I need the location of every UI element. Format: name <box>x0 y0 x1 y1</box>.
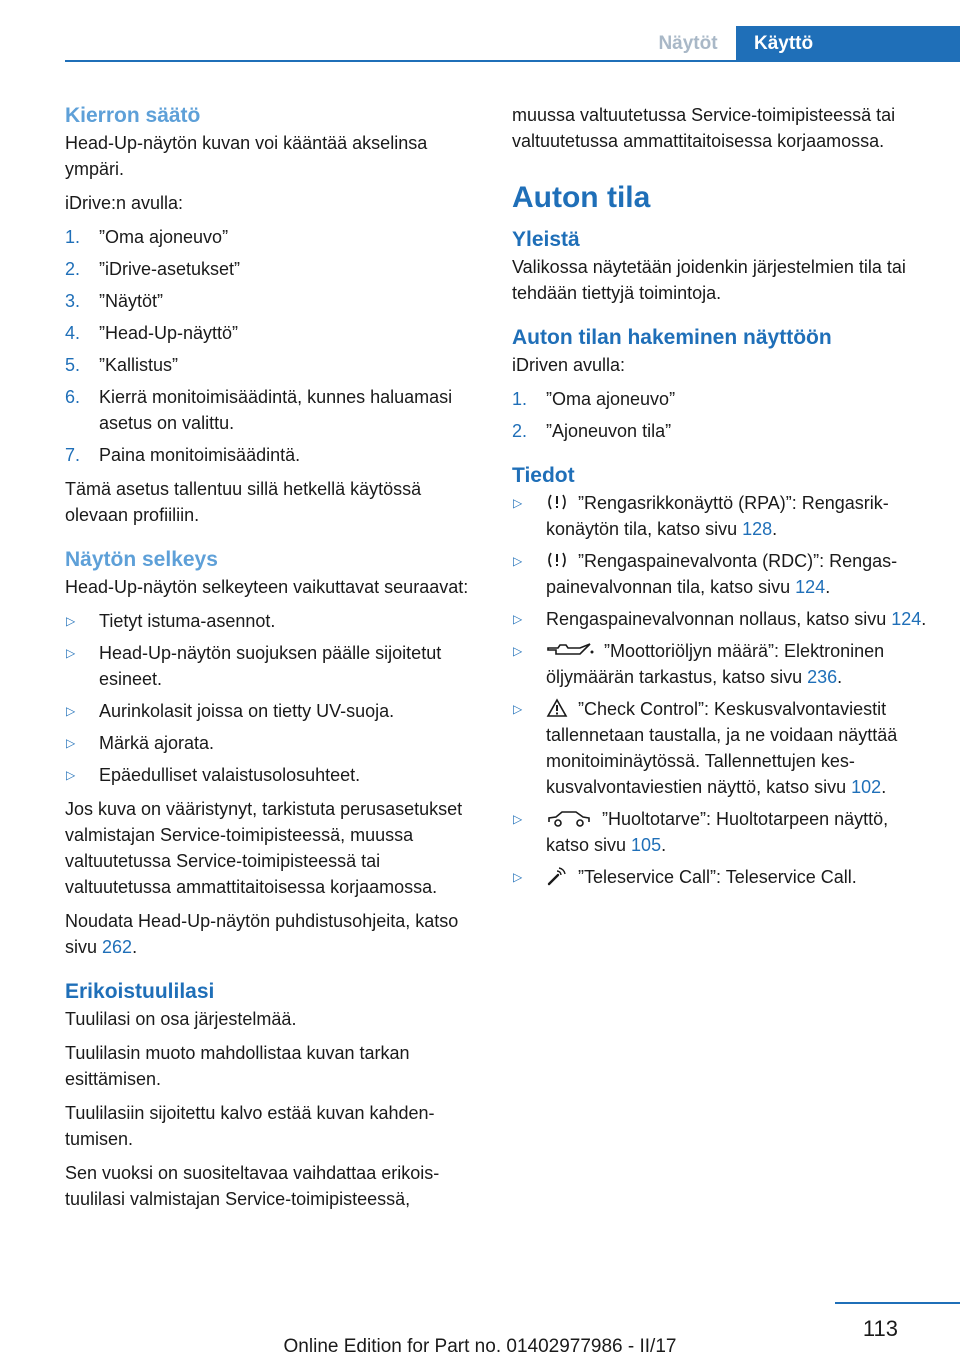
paragraph: Tämä asetus tallentuu sillä hetkellä käytössä olevaan profiiliin. <box>65 479 422 525</box>
list-item: 2. ”iDrive-asetukset” <box>65 259 241 279</box>
oil-can-icon <box>546 640 594 660</box>
left-column <box>65 102 475 1220</box>
page-header <box>0 26 960 62</box>
bullet-triangle-icon: ▷ <box>513 812 523 826</box>
bullet-triangle-icon: ▷ <box>66 736 76 750</box>
paragraph: Tuulilasin muoto mahdollistaa kuvan tarkan esittämisen. <box>65 1043 410 1089</box>
list-item: ▷ Rengaspainevalvonnan nollaus, katso sivu 124. <box>512 606 930 632</box>
edition-note: Online Edition for Part no. 01402977986 - II/17 <box>283 1336 677 1357</box>
bullet-triangle-icon: ▷ <box>513 702 523 716</box>
page-link[interactable]: 236 <box>807 667 838 687</box>
list-item: ▷ Tietyt istuma-asennot. <box>65 608 475 634</box>
paragraph: Jos kuva on vääristynyt, tarkistuta perusasetukset valmistajan Service-toimipisteessä, muussa valtuutetussa Service-toimipisteessä tai valtuutetussa ammattitaitoisessa korjaamossa. <box>65 799 463 897</box>
page-number: 113 <box>862 1316 898 1341</box>
bullet-list <box>512 490 930 890</box>
bullet-triangle-icon: ▷ <box>513 612 523 626</box>
bullet-triangle-icon: ▷ <box>66 704 76 718</box>
list-item: ▷ Märkä ajorata. <box>65 730 475 756</box>
chapter-title-auton-tila: Auton tila <box>512 181 651 214</box>
section-title-auton-tilan-hakeminen: Auton tilan hakeminen näyttöön <box>512 326 832 349</box>
list-item: ▷ ”Rengasrikkonäyttö (RPA)”: Rengasrikkonäytön tila, katso sivu 128. <box>512 490 930 542</box>
section-title-yleista: Yleistä <box>512 228 580 251</box>
list-item: 5. ”Kallistus” <box>65 355 179 375</box>
right-column <box>512 102 930 898</box>
car-service-icon <box>546 808 592 828</box>
list-item: ▷ ”Huoltotarve”: Huoltotarpeen näyttö, katso sivu 105. <box>512 806 930 858</box>
paragraph: Head-Up-näytön kuvan voi kääntää akselinsa ympäri. <box>65 133 428 179</box>
list-item: 7. Paina monitoimisäädintä. <box>65 445 301 465</box>
bullet-triangle-icon: ▷ <box>66 614 76 628</box>
paragraph: muussa valtuutetussa Service-toimipisteessä tai valtuutetussa ammattitaitoisessa korjaamossa. <box>512 105 896 151</box>
page-link[interactable]: 124 <box>795 577 826 597</box>
section-title-nayton-selkeys: Näytön selkeys <box>65 548 218 571</box>
page-link[interactable]: 128 <box>742 519 773 539</box>
paragraph: Tuulilasi on osa järjestelmää. <box>65 1009 297 1029</box>
paragraph: iDrive:n avulla: <box>65 193 184 213</box>
bullet-triangle-icon: ▷ <box>513 554 523 568</box>
list-item: ▷ Head-Up-näytön suojuksen päälle sijoitetut esineet. <box>65 640 475 692</box>
list-item: 3. ”Näytöt” <box>65 291 164 311</box>
section-title-kierron-saato: Kierron säätö <box>65 104 201 127</box>
bullet-triangle-icon: ▷ <box>513 496 523 510</box>
list-item: ▷ ”Moottoriöljyn määrä”: Elektroninen öljymäärän tarkastus, katso sivu 236. <box>512 638 930 690</box>
numbered-list <box>512 386 930 444</box>
bullet-triangle-icon: ▷ <box>513 644 523 658</box>
bullet-triangle-icon: ▷ <box>513 870 523 884</box>
bullet-list <box>65 608 475 788</box>
list-item: 1. ”Oma ajoneuvo” <box>65 227 229 247</box>
list-item: 2. ”Ajoneuvon tila” <box>512 421 672 441</box>
paragraph: Tuulilasiin sijoitettu kalvo estää kuvan kahdentumisen. <box>65 1103 435 1149</box>
footer-rule <box>835 1302 960 1304</box>
bullet-triangle-icon: ▷ <box>66 646 76 660</box>
page-link[interactable]: 102 <box>851 777 882 797</box>
list-item: ▷ ”Rengaspainevalvonta (RDC)”: Rengaspainevalvonnan tila, katso sivu 124. <box>512 548 930 600</box>
list-item: 4. ”Head-Up-näyttö” <box>65 323 239 343</box>
section-title-erikoistuulilasi: Erikoistuulilasi <box>65 980 215 1003</box>
paragraph: Noudata Head-Up-näytön puhdistusohjeita, katso sivu 262. <box>65 911 459 957</box>
page-link[interactable]: 262 <box>102 937 133 957</box>
list-item: ▷ ”Teleservice Call”: Teleservice Call. <box>512 864 930 890</box>
numbered-list <box>65 224 475 468</box>
list-item: ▷ ”Check Control”: Keskusvalvontaviestit tallennetaan taustalla, ja ne voidaan näyttää monitoiminäytössä. Tallennettujen keskusvalvontaviestien näyttö, katso sivu 102. <box>512 696 930 800</box>
paragraph: Valikossa näytetään joidenkin järjestelmien tila tai tehdään tiettyjä toimintoja. <box>512 257 906 303</box>
list-item: 1. ”Oma ajoneuvo” <box>512 389 676 409</box>
bullet-triangle-icon: ▷ <box>66 768 76 782</box>
warning-triangle-icon <box>546 698 568 718</box>
list-item: ▷ Aurinkolasit joissa on tietty UV-suoja. <box>65 698 475 724</box>
tab-naytot[interactable]: Näytöt <box>658 33 718 54</box>
paragraph: iDriven avulla: <box>512 355 626 375</box>
paragraph: Head-Up-näytön selkeyteen vaikuttavat seuraavat: <box>65 577 469 597</box>
paragraph: Sen vuoksi on suositeltavaa vaihdattaa erikoistuulilasi valmistajan Service-toimipisteessä, <box>65 1163 440 1209</box>
tab-kaytto[interactable]: Käyttö <box>736 26 960 62</box>
wrench-call-icon <box>546 866 568 886</box>
list-item: ▷ Epäedulliset valaistusolosuhteet. <box>65 762 475 788</box>
tire-warning-icon <box>546 492 568 512</box>
page-link[interactable]: 124 <box>891 609 922 629</box>
list-item: 6. Kierrä monitoimisäädintä, kunnes haluamasi asetus on valittu. <box>65 387 453 433</box>
section-title-tiedot: Tiedot <box>512 464 575 487</box>
page-link[interactable]: 105 <box>631 835 662 855</box>
tire-warning-icon <box>546 550 568 570</box>
